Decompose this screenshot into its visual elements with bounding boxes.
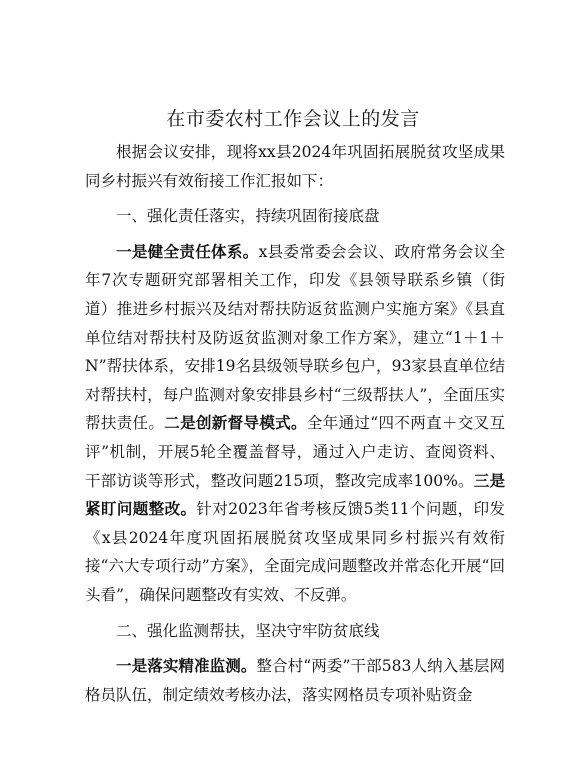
document-body	[85, 138, 505, 709]
section-1-text-1: x县委常委会会议、政府常务会议全年7次专题研究部署相关工作，印发《县领导联系乡镇（街道）推进乡村振兴及结对帮扶防返贫监测户实施方案》《县直单位结对帮扶村及防返贫监测对象工作方案》，建立“1＋1＋N”帮扶体系，安排19名县级领导联乡包户，93家县直单位结对帮扶村，每户监测对象安排县乡村“三级帮扶人”，全面压实帮扶责任。	[85, 242, 505, 433]
section-1-lead-1: 一是健全责任体系。	[116, 241, 259, 261]
section-1-heading: 一、强化责任落实，持续巩固衔接底盘	[116, 207, 380, 226]
section-2-lead-1: 一是落实精准监测。	[116, 656, 257, 676]
document-title: 在市委农村工作会议上的发言	[166, 108, 420, 130]
section-2-paragraph	[85, 652, 505, 709]
section-2-heading: 二、强化监测帮扶，坚决守牢防贫底线	[116, 621, 380, 640]
section-1-lead-3: 三是紧盯问题整改。	[85, 470, 505, 519]
section-1-paragraph	[85, 238, 505, 610]
section-1-lead-2: 二是创新督导模式。	[164, 413, 307, 433]
section-2-text-1: 整合村“两委”干部583人纳入基层网格员队伍，制定绩效考核办法，落实网格员专项补贴资金	[85, 657, 505, 704]
section-1-text-3: 针对2023年省考核反馈5类11个问题，印发《x县2024年度巩固拓展脱贫攻坚成果同乡村振兴有效衔接“六大专项行动”方案》，全面完成问题整改并常态化开展“回头看”，确保问题整改有实效、不反弹。	[85, 500, 505, 604]
section-1-text-2: 全年通过“四不两直＋交叉互评”机制，开展5轮全覆盖督导，通过入户走访、查阅资料、干部访谈等形式，整改问题215项，整改完成率100%。	[85, 414, 505, 490]
intro-paragraph: 根据会议安排，现将xx县2024年巩固拓展脱贫攻坚成果同乡村振兴有效衔接工作汇报如下：	[85, 143, 505, 190]
